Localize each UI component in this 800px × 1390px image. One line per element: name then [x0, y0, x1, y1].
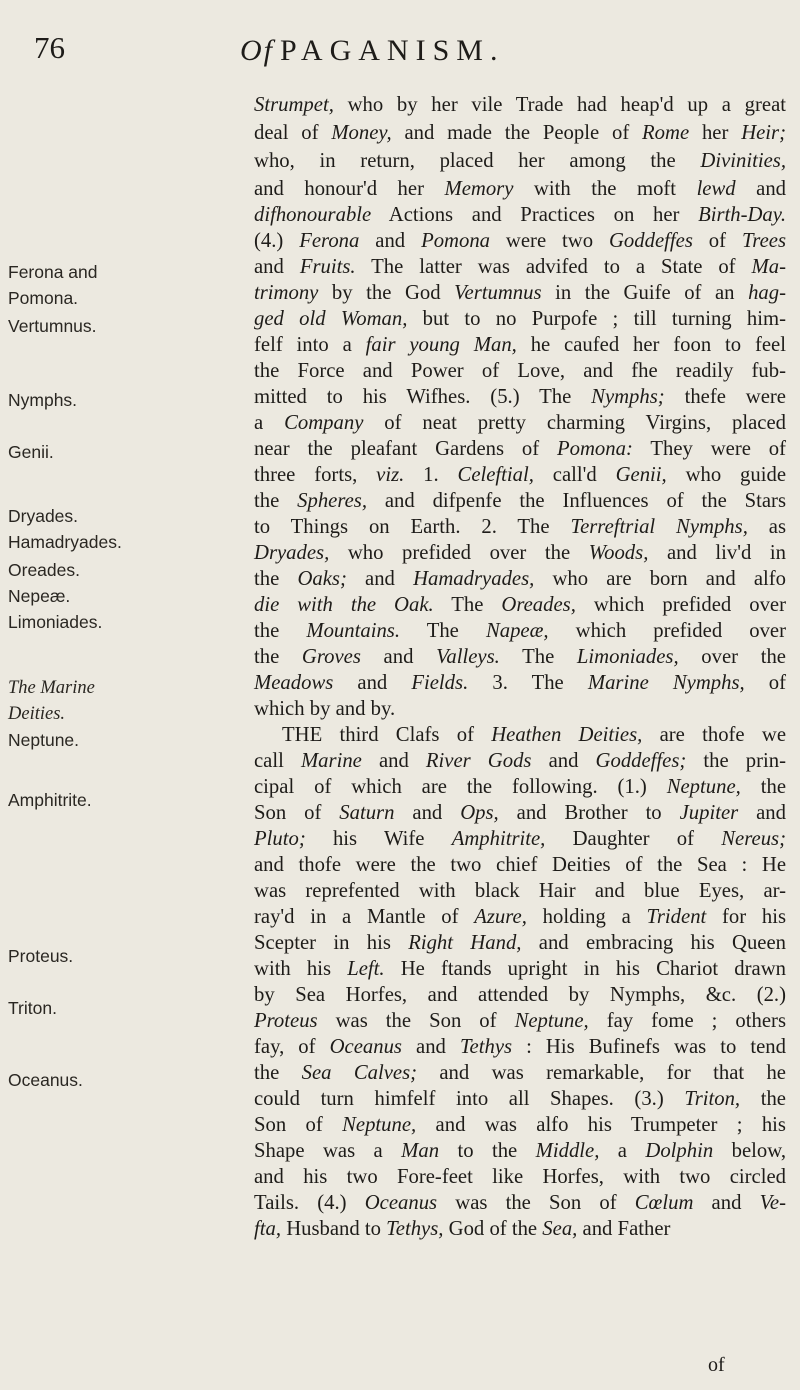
- text-run: Pomona: [421, 230, 491, 252]
- text-run: his Wife: [305, 828, 452, 850]
- text-line: [254, 384, 786, 410]
- text-run: River Gods: [425, 750, 532, 772]
- text-run: Sea,: [542, 1218, 578, 1240]
- text-line: [254, 956, 786, 982]
- text-run: by Sea Horfes, and attended by Nymphs, &c. (2.): [254, 984, 786, 1006]
- text-run: who prefided over the: [329, 542, 589, 564]
- text-run: Cœlum: [634, 1192, 694, 1214]
- text-run: were two: [490, 230, 609, 252]
- text-run: Money,: [331, 122, 392, 144]
- text-line: [254, 852, 786, 878]
- text-run: Birth-Day.: [698, 204, 786, 226]
- text-run: Valleys.: [436, 646, 500, 668]
- text-run: who, in return, placed her among the: [254, 150, 701, 172]
- text-run: Shape was a: [254, 1140, 402, 1162]
- text-run: Jupiter: [679, 802, 739, 824]
- margin-note: Nymphs.: [8, 390, 78, 410]
- text-run: Vertumnus: [454, 282, 542, 304]
- text-line: [254, 410, 786, 436]
- text-run: Pluto;: [254, 828, 306, 850]
- text-run: : His Bufinefs was to tend: [512, 1036, 786, 1058]
- text-run: viz.: [376, 464, 405, 486]
- text-line: [254, 148, 786, 174]
- text-run: and: [401, 1036, 460, 1058]
- margin-note: Dryades.: [8, 506, 79, 526]
- text-line: [254, 280, 786, 306]
- text-run: Ops,: [460, 802, 499, 824]
- text-run: Oaks;: [297, 568, 347, 590]
- text-run: Marine Nymphs,: [587, 672, 745, 694]
- text-run: Marine: [300, 750, 362, 772]
- text-run: deal of: [254, 122, 332, 144]
- text-run: near the pleafant Gardens of: [254, 438, 557, 460]
- text-run: of neat pretty charming Virgins, placed: [363, 412, 786, 434]
- text-line: [254, 1164, 786, 1190]
- text-run: the prin-: [686, 750, 786, 772]
- page-number: 76: [34, 30, 65, 65]
- catchword: of: [708, 1354, 725, 1376]
- text-line: [254, 488, 786, 514]
- text-run: ray'd in a Mantle of: [254, 906, 475, 928]
- text-run: by the God: [318, 282, 455, 304]
- text-run: 3. The: [468, 672, 588, 694]
- text-run: lewd: [696, 178, 736, 200]
- text-run: trimony: [254, 282, 319, 304]
- text-run: difhonourable: [254, 204, 372, 226]
- text-run: Right Hand,: [408, 932, 522, 954]
- margin-note: Vertumnus.: [8, 316, 97, 336]
- margin-note: Amphitrite.: [8, 790, 92, 810]
- text-line: [254, 800, 786, 826]
- text-run: call: [254, 750, 301, 772]
- text-run: and: [333, 672, 412, 694]
- text-run: and: [693, 1192, 760, 1214]
- text-run: which prefided over: [575, 594, 786, 616]
- margin-note: Hamadryades.: [8, 532, 122, 552]
- text-line: [254, 696, 786, 722]
- text-line: [254, 592, 786, 618]
- text-run: and Brother to: [498, 802, 680, 824]
- text-run: Company: [284, 412, 364, 434]
- text-run: Son of: [254, 1114, 343, 1136]
- text-run: fay, of: [254, 1036, 330, 1058]
- text-run: for his: [706, 906, 787, 928]
- text-run: who are born and alfo: [534, 568, 787, 590]
- text-run: thefe were: [664, 386, 786, 408]
- text-run: and: [735, 178, 787, 200]
- text-run: with the moft: [513, 178, 697, 200]
- text-run: Memory: [444, 178, 514, 200]
- text-run: felf into a: [254, 334, 366, 356]
- text-run: was the Son of: [317, 1010, 515, 1032]
- text-run: cipal of which are the following. (1.): [254, 776, 667, 798]
- text-run: the: [254, 1062, 302, 1084]
- text-run: Heathen Deities,: [491, 724, 643, 746]
- running-head: [240, 34, 504, 68]
- text-run: Oreades,: [501, 594, 576, 616]
- text-run: Middle,: [535, 1140, 600, 1162]
- text-run: Terreftrial Nymphs,: [570, 516, 748, 538]
- text-line: [282, 722, 786, 748]
- margin-note: Triton.: [8, 998, 57, 1018]
- text-run: Triton,: [684, 1088, 741, 1110]
- text-run: as: [747, 516, 786, 538]
- text-line: [254, 1008, 786, 1034]
- text-run: and: [531, 750, 596, 772]
- text-run: Tails. (4.): [254, 1192, 365, 1214]
- margin-note: Proteus.: [8, 946, 74, 966]
- text-line: [254, 514, 786, 540]
- text-run: Saturn: [339, 802, 395, 824]
- margin-note: Limoniades.: [8, 612, 103, 632]
- text-run: Mountains.: [306, 620, 401, 642]
- text-run: her: [689, 122, 742, 144]
- text-run: a: [254, 412, 285, 434]
- text-run: holding a: [526, 906, 647, 928]
- text-run: a: [599, 1140, 646, 1162]
- text-run: Husband to: [281, 1218, 387, 1240]
- text-run: and honour'd her: [254, 178, 445, 200]
- text-run: and difpenfe the Influences of the Stars: [367, 490, 786, 512]
- text-run: Daughter of: [545, 828, 722, 850]
- text-line: [254, 1190, 786, 1216]
- text-line: [254, 1138, 786, 1164]
- text-run: the: [740, 1088, 786, 1110]
- text-run: He ftands upright in his Chariot drawn: [384, 958, 786, 980]
- text-run: Fields.: [411, 672, 469, 694]
- text-run: the Force and Power of Love, and fhe readily fub-: [254, 360, 786, 382]
- text-line: [254, 878, 786, 904]
- text-run: The: [433, 594, 502, 616]
- text-run: Oceanus: [329, 1036, 402, 1058]
- text-run: Rome: [642, 122, 690, 144]
- text-run: call'd: [533, 464, 616, 486]
- text-run: and embracing his Queen: [521, 932, 786, 954]
- text-line: [254, 332, 786, 358]
- text-run: and: [254, 256, 300, 278]
- text-run: die with the Oak.: [254, 594, 434, 616]
- text-line: [254, 670, 786, 696]
- text-run: to the: [439, 1140, 536, 1162]
- text-run: Neptune,: [666, 776, 741, 798]
- text-run: The: [499, 646, 577, 668]
- text-run: and: [738, 802, 786, 824]
- text-run: Dolphin: [645, 1140, 714, 1162]
- text-run: could turn himfelf into all Shapes. (3.): [254, 1088, 685, 1110]
- text-run: and made the People of: [391, 122, 643, 144]
- text-line: [254, 1112, 786, 1138]
- text-run: who guide: [666, 464, 787, 486]
- text-run: Son of: [254, 802, 340, 824]
- margin-note: Pomona.: [8, 288, 79, 308]
- text-run: and was remarkable, for that he: [417, 1062, 786, 1084]
- text-line: [254, 644, 786, 670]
- text-run: Azure,: [474, 906, 527, 928]
- text-run: They were of: [632, 438, 787, 460]
- text-line: [254, 462, 786, 488]
- text-run: but to no Purpofe ; till turning him-: [407, 308, 787, 330]
- text-run: Fruits.: [299, 256, 356, 278]
- text-run: Limoniades,: [576, 646, 679, 668]
- text-run: to Things on Earth. 2. The: [254, 516, 571, 538]
- text-run: of: [744, 672, 786, 694]
- margin-note: Oreades.: [8, 560, 80, 580]
- margin-note: Genii.: [8, 442, 54, 462]
- text-line: [254, 1060, 786, 1086]
- margin-note: Neptune.: [8, 730, 80, 750]
- text-run: Nymphs;: [591, 386, 665, 408]
- text-run: Goddeffes;: [595, 750, 687, 772]
- text-run: fta,: [254, 1218, 282, 1240]
- text-run: and: [359, 230, 422, 252]
- text-run: and: [360, 646, 437, 668]
- text-line: [254, 904, 786, 930]
- text-run: Strumpet,: [254, 94, 334, 116]
- text-run: God of the: [443, 1218, 543, 1240]
- text-run: and thofe were the two chief Deities of the Sea : He: [254, 854, 786, 876]
- text-run: Trident: [646, 906, 707, 928]
- text-line: [254, 540, 786, 566]
- text-line: [254, 930, 786, 956]
- text-run: below,: [713, 1140, 786, 1162]
- running-head-title: PAGANISM.: [280, 34, 505, 67]
- text-run: THE third Clafs of: [282, 724, 492, 746]
- margin-note: Nepeæ.: [8, 586, 71, 606]
- margin-note: Ferona and: [8, 262, 98, 282]
- text-run: which by and by.: [254, 698, 396, 720]
- text-run: Meadows: [254, 672, 334, 694]
- text-line: [254, 92, 786, 118]
- text-run: Tethys: [459, 1036, 513, 1058]
- text-run: Actions and Practices on her: [371, 204, 699, 226]
- text-run: Dryades,: [254, 542, 330, 564]
- text-line: [254, 566, 786, 592]
- text-run: Oceanus: [364, 1192, 438, 1214]
- text-line: [254, 774, 786, 800]
- text-run: and: [394, 802, 461, 824]
- text-run: Scepter in his: [254, 932, 409, 954]
- text-run: fair young Man,: [365, 334, 517, 356]
- text-run: Neptune,: [514, 1010, 589, 1032]
- text-line: [254, 202, 786, 228]
- text-run: The: [400, 620, 486, 642]
- text-run: and: [361, 750, 426, 772]
- text-run: he caufed her foon to feel: [516, 334, 786, 356]
- text-run: Celeftial,: [457, 464, 534, 486]
- text-run: Trees: [741, 230, 786, 252]
- text-run: the: [254, 490, 298, 512]
- margin-note: The Marine: [8, 678, 95, 698]
- text-run: the: [740, 776, 786, 798]
- text-run: and his two Fore-feet like Horfes, with two circled: [254, 1166, 786, 1188]
- text-run: Divinities,: [700, 150, 786, 172]
- text-line: [254, 1216, 786, 1242]
- text-line: [254, 748, 786, 774]
- text-run: Woods,: [588, 542, 649, 564]
- text-run: Proteus: [254, 1010, 318, 1032]
- text-run: ged old Woman,: [254, 308, 408, 330]
- text-line: [254, 120, 786, 146]
- text-run: (4.): [254, 230, 300, 252]
- text-run: Heir;: [741, 122, 786, 144]
- text-run: Left.: [347, 958, 385, 980]
- text-run: with his: [254, 958, 348, 980]
- text-run: and was alfo his Trumpeter ; his: [416, 1114, 786, 1136]
- text-run: 1.: [404, 464, 458, 486]
- text-run: Goddeffes: [608, 230, 693, 252]
- text-line: [254, 1086, 786, 1112]
- text-run: are thofe we: [642, 724, 786, 746]
- text-run: who by her vile Trade had heap'd up a great: [333, 94, 786, 116]
- text-run: Amphitrite,: [451, 828, 546, 850]
- text-run: three forts,: [254, 464, 377, 486]
- text-run: mitted to his Wifhes. (5.) The: [254, 386, 592, 408]
- text-line: [254, 358, 786, 384]
- text-run: Napeæ,: [485, 620, 549, 642]
- text-run: Hamadryades,: [413, 568, 535, 590]
- text-run: Man: [401, 1140, 440, 1162]
- text-run: Neptune,: [342, 1114, 417, 1136]
- text-run: and: [346, 568, 414, 590]
- text-run: over the: [678, 646, 786, 668]
- text-line: [254, 1034, 786, 1060]
- text-run: Nereus;: [721, 828, 786, 850]
- text-run: and Father: [577, 1218, 671, 1240]
- text-line: [254, 618, 786, 644]
- text-run: the: [254, 568, 298, 590]
- text-run: was the Son of: [437, 1192, 635, 1214]
- text-run: Ferona: [299, 230, 360, 252]
- text-run: Sea Calves;: [301, 1062, 418, 1084]
- text-line: [254, 826, 786, 852]
- text-run: fay fome ; others: [588, 1010, 786, 1032]
- text-run: Tethys,: [386, 1218, 444, 1240]
- text-line: [254, 228, 786, 254]
- text-line: [254, 982, 786, 1008]
- text-run: The latter was advifed to a State of: [355, 256, 752, 278]
- text-run: and liv'd in: [648, 542, 786, 564]
- text-line: [254, 176, 786, 202]
- text-line: [254, 436, 786, 462]
- text-run: the: [254, 620, 307, 642]
- text-run: Spheres,: [297, 490, 368, 512]
- running-head-of: Of: [240, 34, 274, 67]
- text-run: in the Guife of an: [541, 282, 749, 304]
- margin-note: Deities.: [8, 704, 66, 724]
- text-run: Genii,: [615, 464, 667, 486]
- text-run: hag-: [748, 282, 786, 304]
- text-run: was reprefented with black Hair and blue Eyes, ar-: [254, 880, 786, 902]
- text-run: Pomona:: [557, 438, 633, 460]
- margin-note: Oceanus.: [8, 1070, 83, 1090]
- text-run: Groves: [301, 646, 361, 668]
- text-run: of: [692, 230, 742, 252]
- text-run: which prefided over: [548, 620, 786, 642]
- text-line: [254, 306, 786, 332]
- text-run: Ve-: [759, 1192, 786, 1214]
- text-line: [254, 254, 786, 280]
- text-run: the: [254, 646, 302, 668]
- text-run: Ma-: [751, 256, 786, 278]
